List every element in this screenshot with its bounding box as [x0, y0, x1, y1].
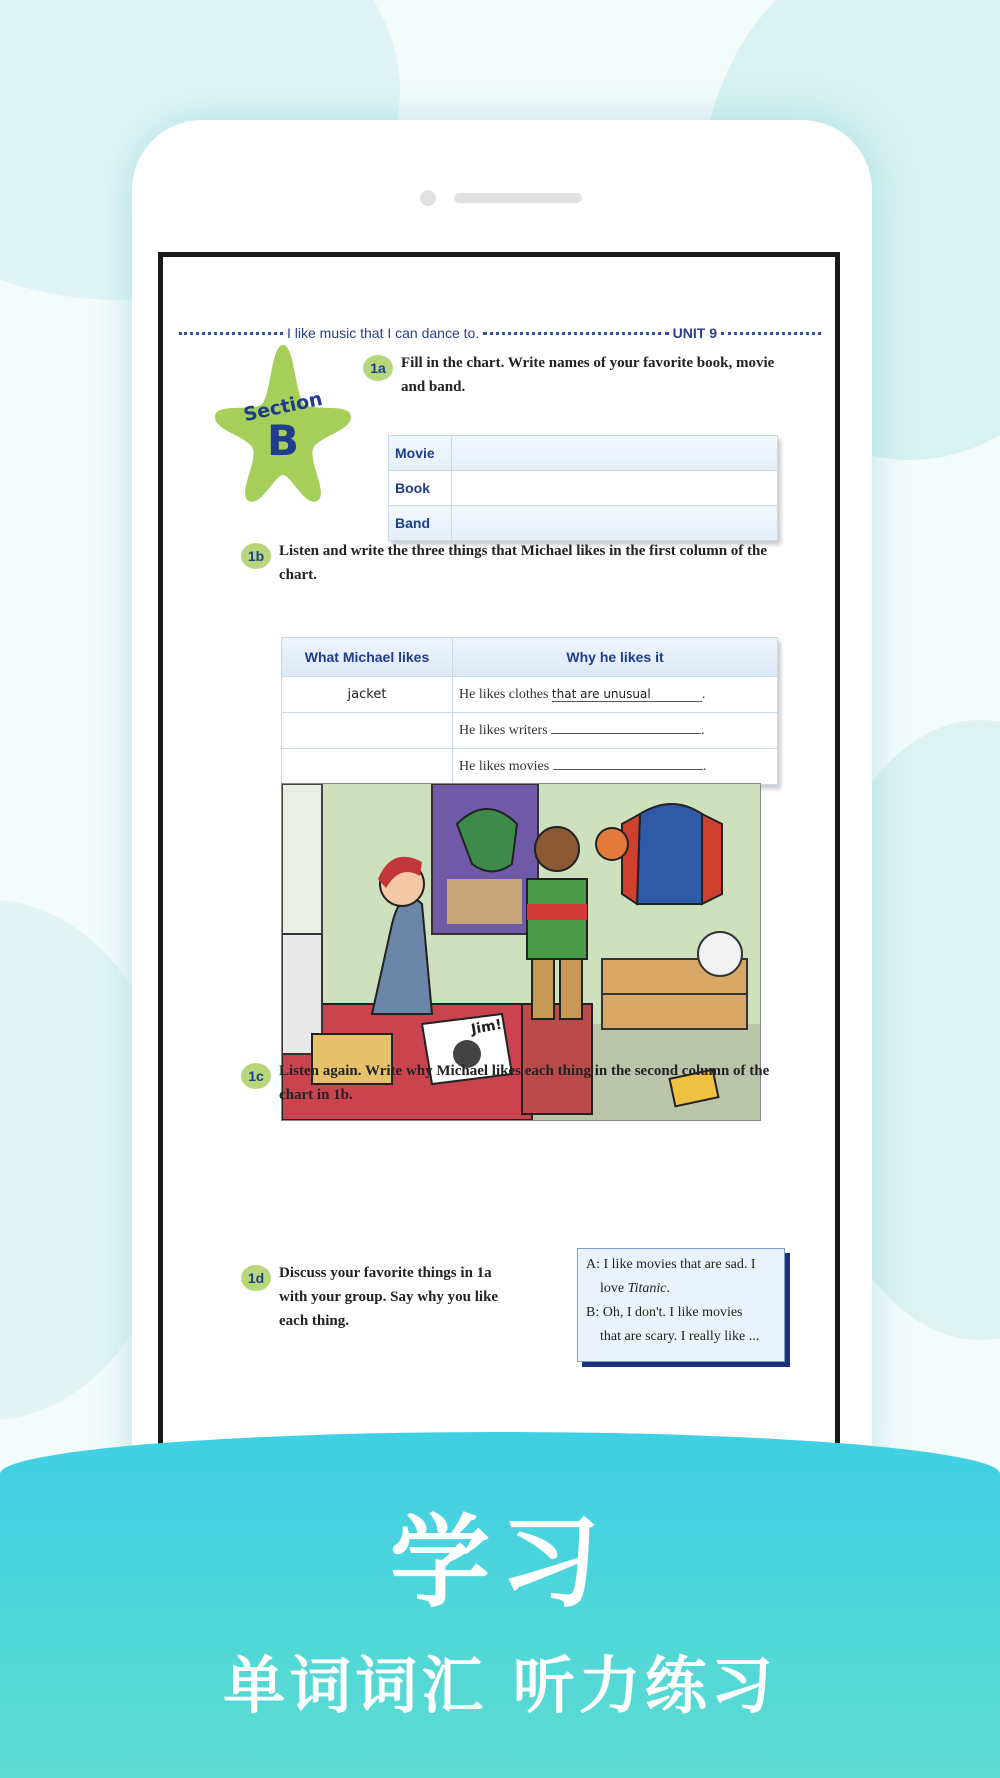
unit-label: UNIT 9	[672, 325, 717, 341]
reason-prefix: He likes writers	[459, 722, 548, 738]
reason-answer-blank[interactable]	[553, 769, 703, 770]
section-letter: B	[266, 416, 300, 465]
promo-title: 学习	[390, 1504, 610, 1621]
favorites-chart	[388, 435, 778, 541]
table-row	[389, 506, 778, 541]
jacket	[637, 804, 702, 904]
phone-speaker	[454, 193, 582, 203]
dialog-line: love Titanic.	[600, 1281, 671, 1296]
header-dots	[721, 332, 821, 335]
row-label: Book	[389, 471, 452, 506]
row-label: Band	[389, 506, 452, 541]
reason-answer-blank[interactable]: that are unusual	[552, 687, 702, 702]
dialog-line: that are scary. I really like ...	[600, 1329, 760, 1344]
table-row	[282, 713, 778, 749]
michael-likes-chart	[281, 637, 778, 785]
column-header: Why he likes it	[453, 638, 778, 677]
reason-prefix: He likes movies	[459, 758, 550, 774]
reason-cell[interactable]: He likes movies .	[453, 749, 778, 785]
reason-answer-blank[interactable]	[551, 733, 701, 734]
row-label: Movie	[389, 436, 452, 471]
header-dots	[483, 332, 668, 335]
column-header: What Michael likes	[282, 638, 453, 677]
answer-cell[interactable]	[452, 506, 778, 541]
exercise-1c-instruction: Listen again. Write why Michael likes each thing in the second column of the chart in 1b.	[279, 1063, 770, 1103]
phone-camera	[420, 190, 436, 206]
dialog-line: B: Oh, I don't. I like movies	[586, 1305, 743, 1320]
exercise-1b-instruction: Listen and write the three things that Michael likes in the first column of the chart.	[279, 543, 768, 583]
table-row	[389, 471, 778, 506]
reason-prefix: He likes clothes	[459, 686, 549, 702]
exercise-number-badge: 1a	[363, 355, 393, 381]
thing-cell[interactable]	[282, 749, 453, 785]
promo-subtitle: 单词词汇 听力练习	[223, 1649, 777, 1722]
exercise-1a-instruction: Fill in the chart. Write names of your favorite book, movie and band.	[401, 355, 775, 395]
textbook-page[interactable]	[158, 252, 840, 1552]
exercise-number-badge: 1c	[241, 1063, 271, 1089]
table-header-row	[282, 638, 778, 677]
answer-cell[interactable]	[452, 436, 778, 471]
shirt-text: Jim!	[469, 1016, 504, 1038]
thing-cell[interactable]	[282, 713, 453, 749]
dialog-line: A: I like movies that are sad. I	[586, 1257, 756, 1272]
exercise-number-badge: 1d	[241, 1265, 271, 1291]
section-word: Section	[241, 387, 325, 427]
header-dots	[179, 332, 283, 335]
header-text: I like music that I can dance to.	[287, 325, 480, 341]
table-row	[389, 436, 778, 471]
thing-cell[interactable]: jacket	[282, 677, 453, 713]
exercise-number-badge: 1b	[241, 543, 271, 569]
table-row	[282, 677, 778, 713]
section-b-star-badge	[213, 337, 353, 512]
answer-cell[interactable]	[452, 471, 778, 506]
table-row	[282, 749, 778, 785]
reason-cell[interactable]: He likes writers .	[453, 713, 778, 749]
sample-dialog-box	[577, 1248, 785, 1362]
exercise-1d-instruction: Discuss your favorite things in 1a with your group. Say why you like each thing.	[279, 1265, 499, 1329]
reason-cell[interactable]: He likes clothes that are unusual .	[453, 677, 778, 713]
